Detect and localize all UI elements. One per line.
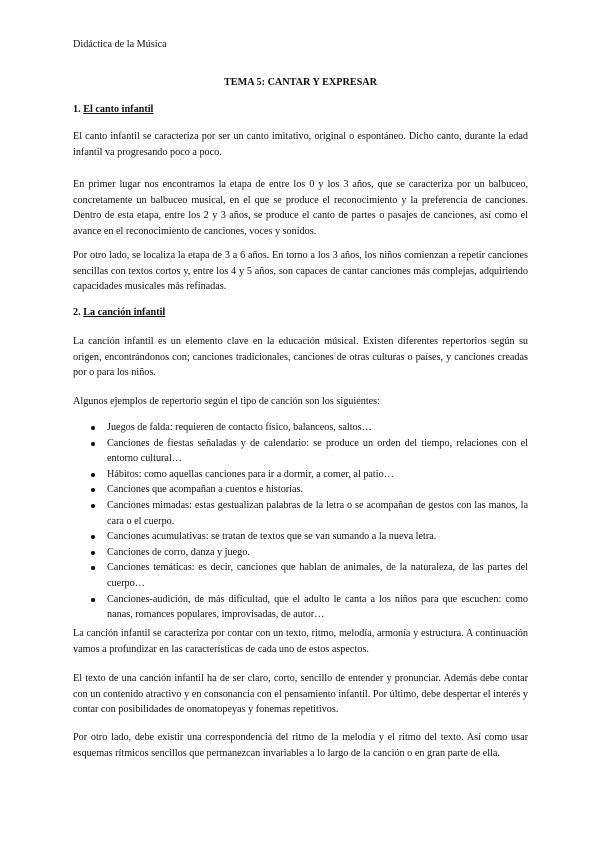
section-2-heading: [73, 305, 528, 321]
song-types-list: [73, 420, 528, 623]
list-item: Juegos de falda: requieren de contacto físico, balanceos, saltos…: [73, 420, 528, 436]
list-item: Canciones-audición, de más dificultad, que el adulto le canta a los niños para que escuchen: como nanas, romances populares, improvisadas, de autor…: [73, 592, 528, 623]
list-item: Canciones temáticas: es decir, canciones que hablan de animales, de la naturaleza, de las partes del cuerpo…: [73, 560, 528, 591]
section-1-number: 1.: [73, 104, 81, 115]
section-2-paragraph: El texto de una canción infantil ha de ser claro, corto, sencillo de entender y pronunciar. Además debe contar con un contenido atractivo y en consonancia con el pensamiento infantil. Por último, debe despertar el interés y contar con posibilidades de onomatopeyas y fonemas repetitivos.: [73, 673, 528, 716]
list-item: Canciones de fiestas señaladas y de calendario: se produce un orden del tiempo, relaciones con el entorno cultural…: [73, 436, 528, 467]
section-1-heading: [73, 102, 528, 118]
section-1-title: El canto infantil: [83, 104, 154, 115]
list-item: Canciones que acompañan a cuentos e historias.: [73, 482, 528, 498]
section-2-intro: La canción infantil es un elemento clave en la educación músical. Existen diferentes repertorios según su origen, encontrándonos con; canciones tradicionales, canciones de otras culturas o países, y canciones creadas por o para los niños.: [73, 336, 528, 379]
section-2-number: 2.: [73, 307, 81, 318]
page-title: TEMA 5: CANTAR Y EXPRESAR: [223, 77, 377, 88]
list-item: Hábitos: como aquellas canciones para ir a dormir, a comer, al patio…: [73, 467, 528, 483]
section-2-title: La canción infantil: [83, 307, 166, 318]
list-item: Canciones mimadas: estas gestualizan palabras de la letra o se acompañan de gestos con las manos, la cara o el cuerpo.: [73, 498, 528, 529]
section-1-paragraph: En primer lugar nos encontramos la etapa de entre los 0 y los 3 años, que se caracteriza por un balbuceo, concretamente un balbuceo musical, en el que se produce el reconocimiento y la preferencia de canciones. Dentro de esta etapa, entre los 2 y 3 años, se produce el canto de partes o pasajes de canciones, así como el avance en el reconocimiento de canciones, voces y sonidos.: [73, 179, 528, 237]
list-intro: Algunos ejemplos de repertorio según el tipo de canción son los siguientes:: [73, 396, 380, 407]
page-header: Didáctica de la Música: [73, 39, 167, 50]
section-2-paragraph: La canción infantil se caracteriza por contar con un texto, ritmo, melodía, armonía y estructura. A continuación vamos a profundizar en las características de cada uno de estos aspectos.: [73, 628, 528, 655]
list-item: Canciones acumulativas: se tratan de textos que se van sumando a la nueva letra.: [73, 529, 528, 545]
list-item: Canciones de corro, danza y juego.: [73, 545, 528, 561]
section-1-paragraph: Por otro lado, se localiza la etapa de 3 a 6 años. En torno a los 3 años, los niños comienzan a repetir canciones sencillas con textos cortos y, entre los 4 y 5 años, son capaces de cantar canciones más complejas, adquiriendo capacidades musicales más refinadas.: [73, 250, 528, 293]
section-1-paragraph: El canto infantil se caracteriza por ser un canto imitativo, original o espontáneo. Dicho canto, durante la edad infantil va progresando poco a poco.: [73, 131, 528, 158]
section-2-paragraph: Por otro lado, debe existir una correspondencia del ritmo de la melodía y el ritmo del texto. Así como usar esquemas rítmicos sencillos que permanezcan invariables a lo largo de la canción o en gran parte de ella.: [73, 732, 528, 759]
